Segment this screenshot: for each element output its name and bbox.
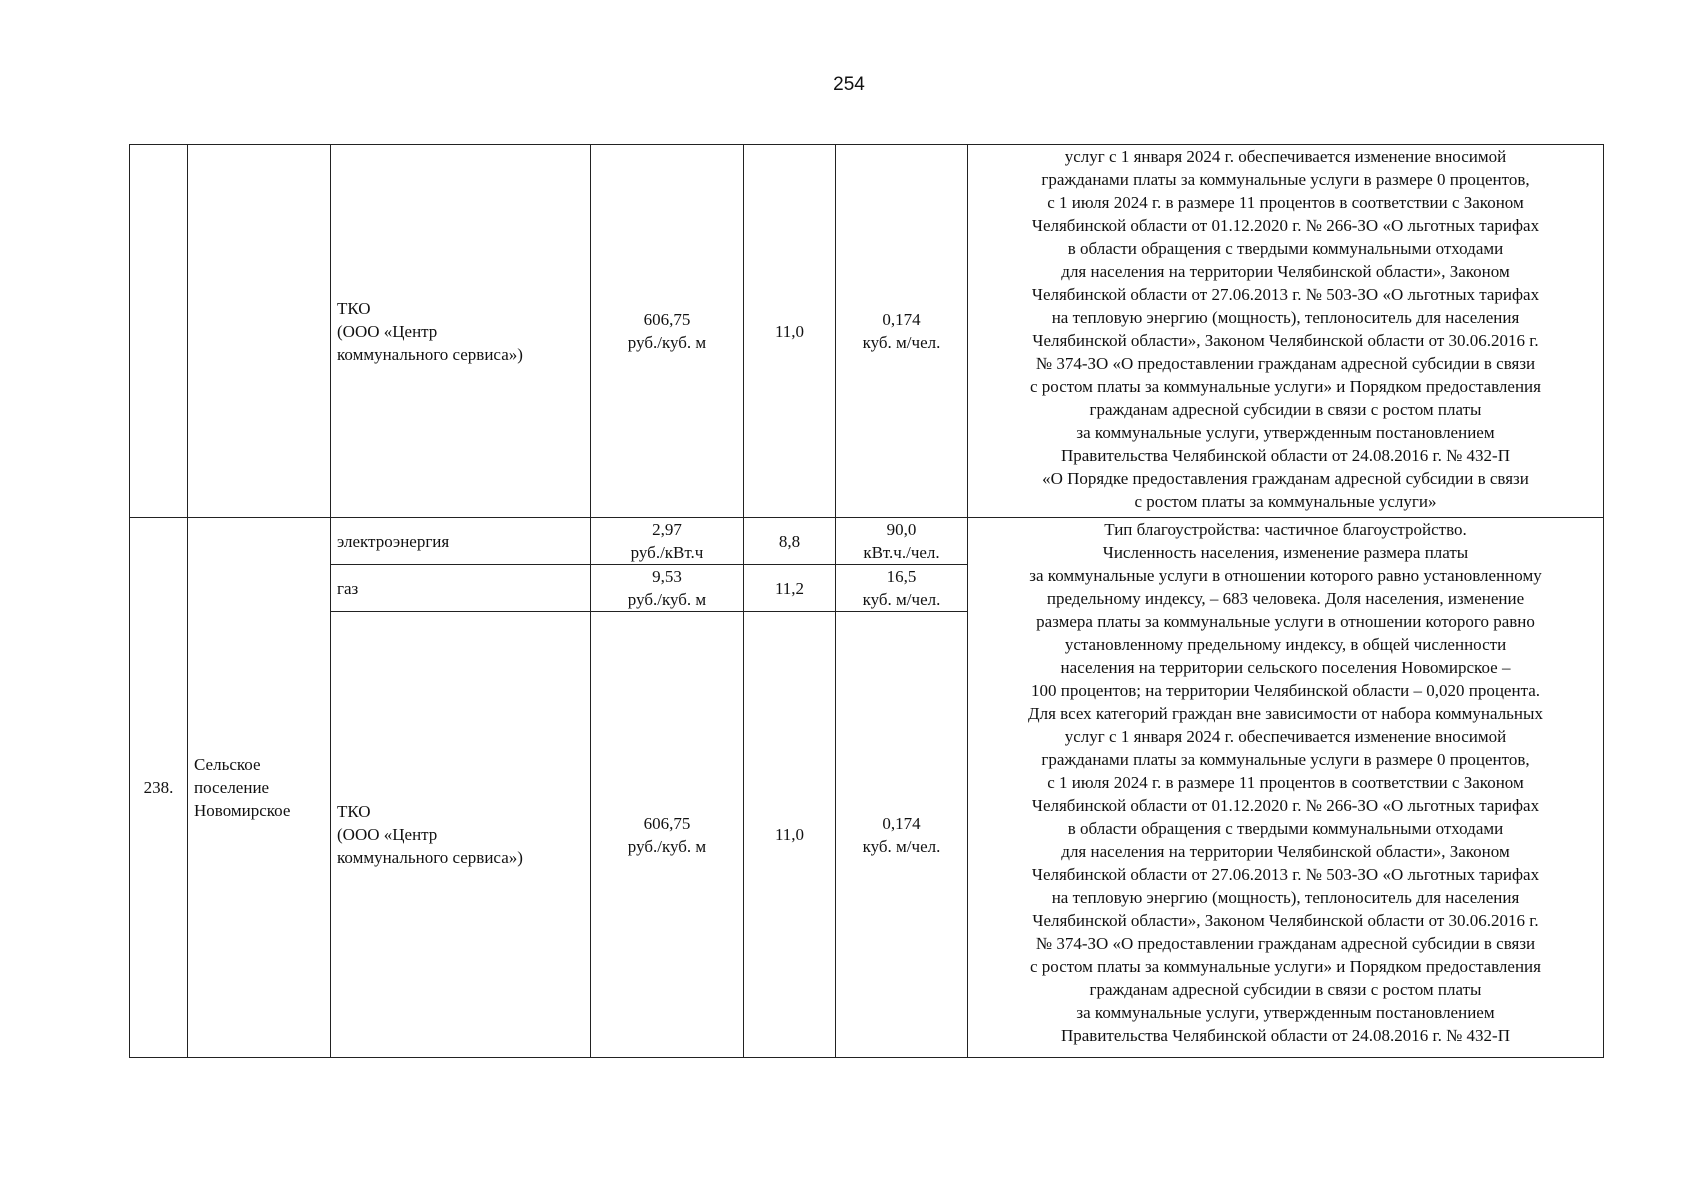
description-line: с 1 июля 2024 г. в размере 11 процентов в соответствии с Законом: [1047, 193, 1524, 212]
norm-cell: [836, 518, 968, 565]
norm-unit: куб. м/чел.: [862, 333, 941, 352]
service-name: ТКО: [337, 298, 371, 318]
tariff-cell: [591, 612, 744, 1058]
index-cell: 11,2: [744, 565, 836, 612]
description-line: на тепловую энергию (мощность), теплоноситель для населения: [1051, 888, 1520, 907]
index-cell: 8,8: [744, 518, 836, 565]
norm-cell: [836, 145, 968, 518]
description-line: услуг с 1 января 2024 г. обеспечивается изменение вносимой: [1064, 727, 1507, 746]
service-cell: [331, 612, 591, 1058]
description-line: с ростом платы за коммунальные услуги» и Порядком предоставления: [1030, 957, 1541, 976]
description-line: Правительства Челябинской области от 24.08.2016 г. № 432-П: [1060, 1026, 1510, 1045]
service-org: коммунального сервиса»): [337, 344, 523, 364]
description-line: предельному индексу, – 683 человека. Доля населения, изменение: [1046, 589, 1525, 608]
tariff-cell: [591, 145, 744, 518]
description-line: за коммунальные услуги, утвержденным постановлением: [1076, 423, 1495, 442]
service-name: ТКО: [337, 802, 371, 821]
description-line: для населения на территории Челябинской области», Законом: [1061, 262, 1510, 281]
description-line: с ростом платы за коммунальные услуги» и Порядком предоставления: [1030, 377, 1541, 396]
description-line: установленному предельному индексу, в общей численности: [1064, 635, 1507, 654]
norm-cell: [836, 565, 968, 612]
index-cell: 11,0: [744, 145, 836, 518]
description-line: за коммунальные услуги в отношении которого равно установленному: [1029, 566, 1542, 585]
table-row: [130, 518, 1604, 565]
settlement-name: Новомирское: [194, 801, 291, 820]
description-line: Правительства Челябинской области от 24.08.2016 г. № 432-П: [1060, 446, 1510, 465]
tariff-unit: руб./куб. м: [627, 333, 707, 352]
description-line: Челябинской области от 27.06.2013 г. № 503-ЗО «О льготных тарифах: [1031, 865, 1540, 884]
description-line: 100 процентов; на территории Челябинской области – 0,020 процента.: [1030, 681, 1541, 700]
service-cell: [331, 145, 591, 518]
description-line: Челябинской области от 01.12.2020 г. № 266-ЗО «О льготных тарифах: [1031, 216, 1540, 235]
description-line: за коммунальные услуги, утвержденным постановлением: [1076, 1003, 1495, 1022]
description-line: с 1 июля 2024 г. в размере 11 процентов в соответствии с Законом: [1047, 773, 1524, 792]
row-number-cell: 238.: [130, 518, 188, 1058]
norm-value: 0,174: [882, 813, 921, 833]
service-org: (ООО «Центр: [337, 825, 438, 844]
norm-unit: куб. м/чел.: [862, 590, 941, 609]
table-row: [130, 145, 1604, 518]
description-line: гражданами платы за коммунальные услуги в размере 0 процентов,: [1041, 750, 1530, 769]
description-line: Челябинской области от 01.12.2020 г. № 266-ЗО «О льготных тарифах: [1031, 796, 1540, 815]
settlement-cell: [188, 145, 331, 518]
service-cell: газ: [331, 565, 591, 612]
description-cell: [968, 518, 1604, 1058]
tariff-unit: руб./куб. м: [627, 590, 707, 609]
description-line: № 374-ЗО «О предоставлении гражданам адресной субсидии в связи: [1035, 934, 1536, 953]
norm-value: 16,5: [886, 567, 917, 586]
description-line: населения на территории сельского поселения Новомирское –: [1060, 658, 1511, 677]
description-line: Тип благоустройства: частичное благоустройство.: [1104, 520, 1467, 539]
service-org: (ООО «Центр: [337, 321, 438, 341]
description-line: Челябинской области от 27.06.2013 г. № 503-ЗО «О льготных тарифах: [1031, 285, 1540, 304]
tariff-value: 2,97: [652, 520, 682, 539]
description-line: Челябинской области», Законом Челябинской области от 30.06.2016 г.: [1032, 331, 1539, 350]
service-cell: электроэнергия: [331, 518, 591, 565]
description-line: в области обращения с твердыми коммунальными отходами: [1067, 819, 1504, 838]
tariff-unit: руб./кВт.ч: [630, 543, 704, 562]
description-line: «О Порядке предоставления гражданам адресной субсидии в связи: [1042, 469, 1529, 488]
description-line: гражданами платы за коммунальные услуги в размере 0 процентов,: [1041, 170, 1530, 189]
settlement-cell: [188, 518, 331, 1058]
tariff-cell: [591, 518, 744, 565]
description-line: № 374-ЗО «О предоставлении гражданам адресной субсидии в связи: [1035, 354, 1536, 373]
tariff-table: [129, 144, 1604, 1058]
tariff-unit: руб./куб. м: [627, 836, 707, 856]
page-number: 254: [833, 74, 865, 95]
row-number-cell: [130, 145, 188, 518]
norm-unit: кВт.ч./чел.: [863, 543, 940, 562]
norm-value: 0,174: [882, 310, 921, 329]
description-cell: [968, 145, 1604, 518]
description-line: на тепловую энергию (мощность), теплоноситель для населения: [1051, 308, 1520, 327]
settlement-name: поселение: [194, 778, 270, 797]
norm-cell: [836, 612, 968, 1058]
description-line: Численность населения, изменение размера платы: [1102, 543, 1469, 562]
tariff-value: 606,75: [643, 310, 691, 329]
description-line: гражданам адресной субсидии в связи с ростом платы: [1089, 980, 1482, 999]
index-cell: 11,0: [744, 612, 836, 1058]
tariff-value: 606,75: [643, 813, 691, 833]
tariff-cell: [591, 565, 744, 612]
norm-unit: куб. м/чел.: [862, 836, 941, 856]
description-line: Челябинской области», Законом Челябинской области от 30.06.2016 г.: [1032, 911, 1539, 930]
service-org: коммунального сервиса»): [337, 848, 523, 867]
description-line: с ростом платы за коммунальные услуги»: [1134, 492, 1437, 511]
description-line: Для всех категорий граждан вне зависимости от набора коммунальных: [1028, 704, 1543, 723]
settlement-name: Сельское: [194, 755, 261, 774]
description-line: размера платы за коммунальные услуги в отношении которого равно: [1036, 612, 1535, 631]
description-line: для населения на территории Челябинской области», Законом: [1061, 842, 1510, 861]
description-line: гражданам адресной субсидии в связи с ростом платы: [1089, 400, 1482, 419]
description-line: услуг с 1 января 2024 г. обеспечивается изменение вносимой: [1064, 147, 1507, 166]
tariff-value: 9,53: [652, 567, 682, 586]
norm-value: 90,0: [886, 520, 917, 539]
description-line: в области обращения с твердыми коммунальными отходами: [1067, 239, 1504, 258]
